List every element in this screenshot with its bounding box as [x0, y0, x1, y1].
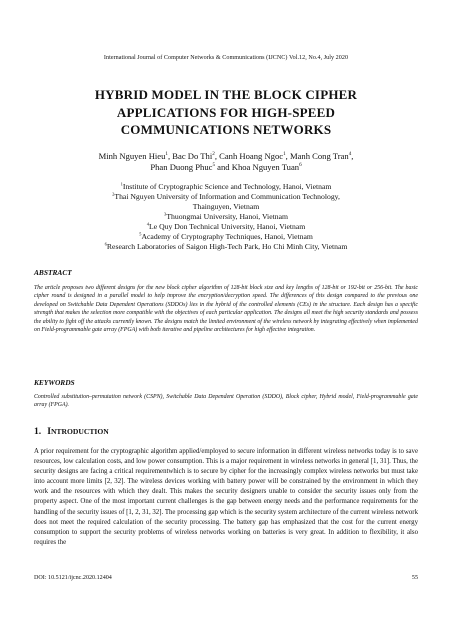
author-separator: , [167, 151, 173, 161]
affiliation-list [40, 182, 412, 252]
author-separator: , [214, 151, 220, 161]
author-separator: , [351, 151, 354, 161]
section-heading-initial: I [47, 426, 51, 437]
affiliation-line: $^5$Academy of Cryptography Techniques, Hanoi, Vietnam [139, 231, 313, 241]
footer-doi: DOI: 10.5121/ijcnc.2020.12404 [34, 575, 112, 581]
author-name: Phan Duong Phuc [150, 162, 213, 173]
author-name: Khoa Nguyen Tuan [231, 162, 300, 173]
section-heading-rest: NTRODUCTION [50, 427, 109, 436]
keywords-heading: KEYWORDS [34, 378, 75, 387]
author-affil-sup: 6 [299, 162, 302, 169]
abstract-body: The article proposes two different designs for the new block cipher algorithm of 128-bit block size and key lengths of 128-bit or 192-bit or 256-bit. The basic cipher round is designed in a parallel model to help improve the encryption/decryption speed. The differences of this design compared to the previous one developed on Switchable Data Dependent Operations (SDDOs) lies in the hybrid of the controlled elements (CEs) in the structure. Each design has a specific strength that makes the selection more compatible with the objectives of each particular application. The designs all meet the high security standards and possess the ability to fight off the attacks currently known. The designs match the limited environment of the wireless network by integrating effectively when implemented on Field-programmable gate array (FPGA) with both iterative and pipeline architectures for high effective integration. [34, 285, 418, 334]
abstract-heading: ABSTRACT [34, 268, 72, 277]
title-line-2: APPLICATIONS FOR HIGH-SPEED [116, 104, 336, 120]
running-header: International Journal of Computer Networks & Communications (IJCNC) Vol.12, No.4, July 2020 [103, 55, 349, 61]
author-separator: , [285, 151, 290, 161]
section-number: 1. [34, 426, 42, 437]
section-heading-introduction [34, 426, 109, 437]
author-affil-sup: 1 [165, 151, 168, 158]
author-name: Manh Cong Tran [289, 151, 349, 161]
affiliation-line: $^6$Research Laboratories of Saigon High-Tech Park, Ho Chi Minh City, Vietnam [104, 241, 348, 251]
affiliation-line: $^4$Le Quy Don Technical University, Hanoi, Vietnam [146, 221, 306, 231]
author-name: Canh Hoang Ngoc [219, 151, 284, 161]
paper-title [40, 86, 412, 139]
author-line-1 [40, 151, 412, 162]
author-affil-sup: 5 [212, 162, 216, 169]
title-line-3: COMMUNICATIONS NETWORKS [120, 122, 332, 137]
author-name: Bac Do Thi [172, 151, 213, 161]
author-list [40, 151, 412, 173]
author-affil-sup: 4 [348, 151, 352, 158]
author-affil-sup: 1 [283, 151, 286, 158]
author-separator: and [215, 162, 232, 173]
keywords-body: Controlled substitution–permutation network (CSPN), Switchable Data Dependent Operation (SDDO), Block cipher, Hybrid model, Field-programmable gate array (FPGA). [34, 394, 418, 409]
author-name: Minh Nguyen Hieu [98, 151, 166, 161]
author-affil-sup: 2 [212, 151, 215, 158]
affiliation-line: $^2$Thai Nguyen University of Information and Communication Technology, [112, 191, 340, 201]
title-line-1: HYBRID MODEL IN THE BLOCK CIPHER [94, 87, 358, 102]
introduction-body: A prior requirement for the cryptographic algorithm applied/employed to secure information in different wireless networks today is to save resources, low calculation costs, and low power consumption. This is a major requirement in wireless networks in general [1, 31]. Thus, the security designs are facing a critical requirementwhich is to secure by cipher for the increasingly complex wireless networks but must take into account more limits [2, 32]. The wireless devices working with battery power will be constrained by the environment in which they work and the resources with which they dealt. This makes the security designers unable to consider the security issues only from the property aspect. One of the most important current challenges is the gap between energy needs and the performance requirements for the handling of the security issues of [1, 2, 31, 32]. The processing gap which is the security system architecture of the current wireless network does not meet the required calculation of the security processing. The battery gap has emphasized that the cost for the current energy consumption to support the security problems of wireless networks working on batteries is very great. In addition to flexibility, it also requires the [34, 448, 418, 546]
footer-page-number: 55 [411, 575, 418, 581]
affiliation-line: Thainguyen, Vietnam [192, 202, 260, 211]
affiliation-line: $^3$Thuongmai University, Hanoi, Vietnam [164, 211, 288, 221]
author-line-2 [40, 162, 412, 173]
affiliation-line: $^1$Institute of Cryptographic Science and Technology, Hanoi, Vietnam [120, 181, 332, 191]
